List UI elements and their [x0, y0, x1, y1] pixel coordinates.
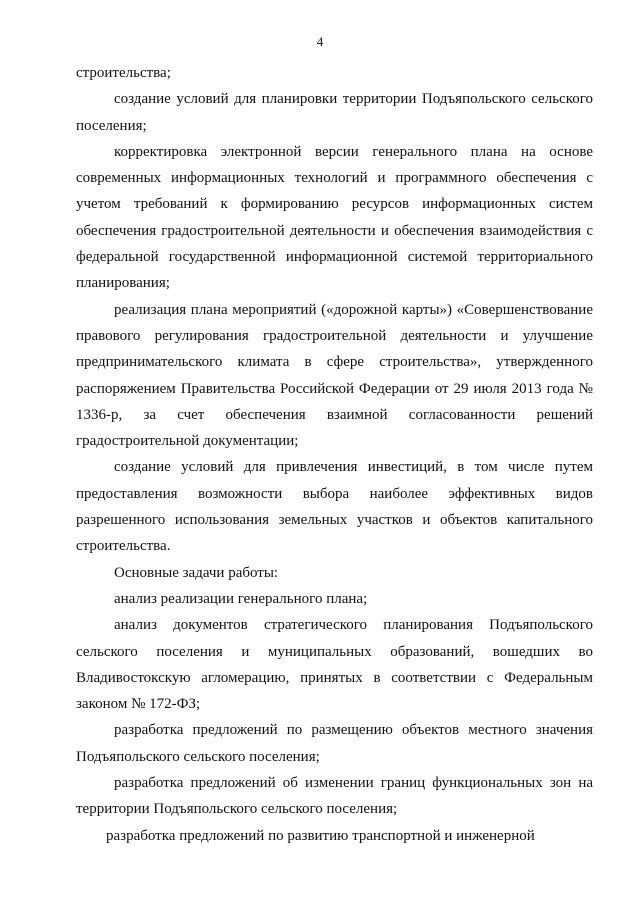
paragraph-task-functional-zones: разработка предложений об изменении границ функциональных зон на территории Подъяпольского сельского поселения; — [76, 775, 593, 818]
paragraph-task-local-objects: разработка предложений по размещению объектов местного значения Подъяпольского сельского поселения; — [76, 722, 593, 765]
paragraph-task-analysis-plan: анализ реализации генерального плана; — [114, 590, 368, 607]
paragraph-task-analysis-documents: анализ документов стратегического планирования Подъяпольского сельского поселения и муниципальных образований, вошедших во Владивостокскую агломерацию, принятых в соответствии с Федеральным законом № 172-ФЗ; — [76, 617, 593, 713]
paragraph-roadmap: реализация плана мероприятий («дорожной карты») «Совершенствование правового регулирования градостроительной деятельности и улучшение предпринимательского климата в сфере строительства», утвержденного распоряжением Правительства Российской Федерации от 29 июля 2013 года № 1336-р, за счет обеспечения взаимной согласованности решений градостроительной документации; — [76, 301, 593, 450]
paragraph-investment: создание условий для привлечения инвестиций, в том числе путем предоставления возможности выбора наиболее эффективных видов разрешенного использования земельных участков и объектов капитального строительства. — [76, 459, 593, 555]
paragraph-main-tasks-heading: Основные задачи работы: — [114, 564, 279, 581]
paragraph-continuation: строительства; — [76, 65, 171, 81]
paragraph-task-infrastructure: разработка предложений по развитию транспортной и инженерной — [106, 827, 535, 844]
page-number: 4 — [316, 34, 324, 49]
paragraph-planning-conditions: создание условий для планировки территории Подъяпольского сельского поселения; — [76, 91, 593, 134]
document-body — [76, 60, 593, 849]
paragraph-electronic-version: корректировка электронной версии генерального плана на основе современных информационных технологий и программного обеспечения с учетом требований к формированию ресурсов информационных систем обеспечения градостроительной деятельности и обеспечения взаимодействия с федеральной государственной информационной системой территориального планирования; — [76, 143, 593, 292]
